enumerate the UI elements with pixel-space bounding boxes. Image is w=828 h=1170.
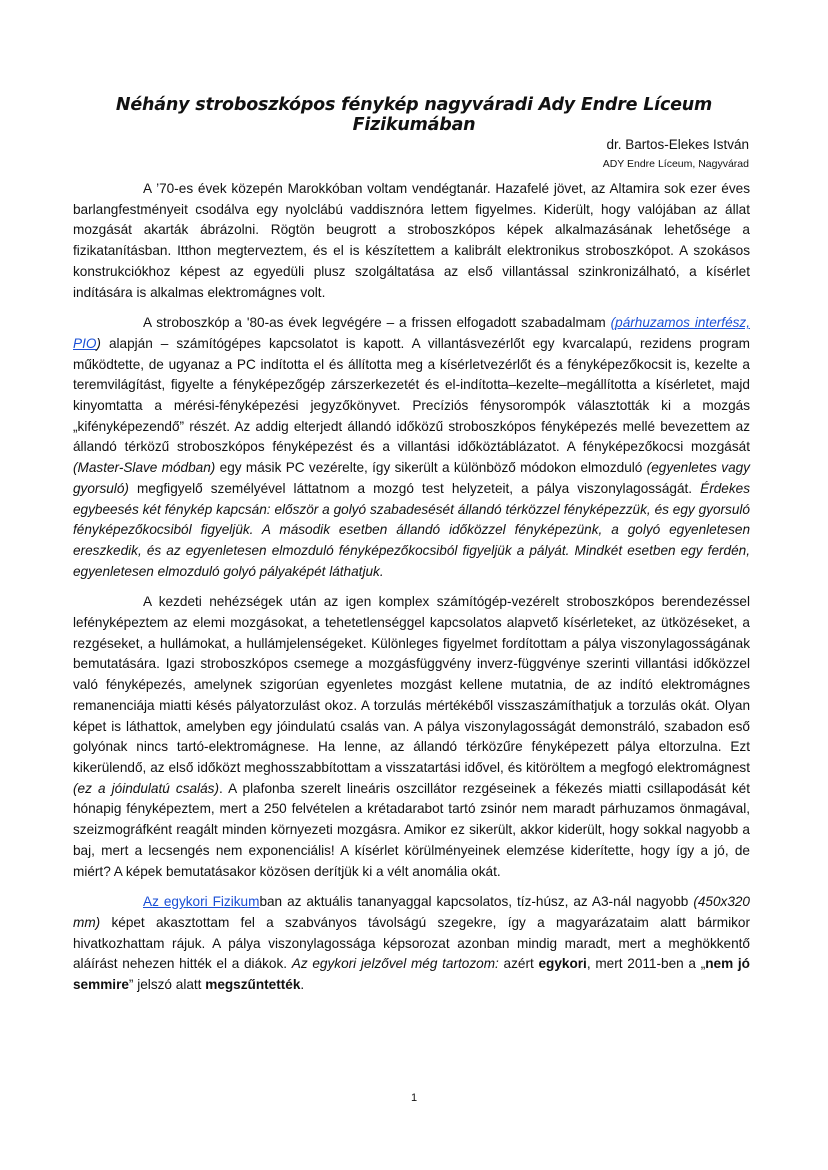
article-body xyxy=(73,179,750,996)
pio-link-close: ) xyxy=(96,335,101,351)
author-affiliation: ADY Endre Líceum, Nagyvárad xyxy=(602,158,749,170)
paragraph-3 xyxy=(73,592,750,882)
fizikum-link[interactable]: Az egykori Fizikum xyxy=(143,894,260,910)
paragraph-4-text: ” jelszó alatt xyxy=(128,977,206,993)
paragraph-4-text: azért xyxy=(498,956,539,972)
paragraph-3-italic: (ez a jóindulatú csalás) xyxy=(73,780,219,796)
paragraph-4-text: , mert 2011-ben a „ xyxy=(586,956,706,972)
paragraph-3-text: A kezdeti nehézségek után az igen komplex számítógép-vezérelt stroboszkópos berendezéssel lefényképeztem az elemi mozgásokat, a tehetetlenséggel kapcsolatos alapvető kísérleteket, az ütközéseket, a rezgéseket, a hullámokat, a hullámjelenségeket. Különleges figyelmet fordítottam a pálya viszonylagosságának bemutatására. Igazi stroboszkópos csemege a mozgásfüggvény inverz-függvénye szerinti villantási időközzel való fényképezés, amelynek szigorúan egyenletes mozgást kellene mutatnia, de az indító elektromágnes remanenciája miatti késés pályatorzulást okoz. A torzulás mértékéből visszaszámíthatjuk a torzulás okát. Olyan képet is láthattok, amelyben egy jóindulatú csalás van. A pálya viszonylagosságát demonstráló, szabadon eső golyónak nincs tartó-elektromágnese. Ha lenne, az állandó térközűre fényképezett pálya eltorzulna. Ezt kikerülendő, az első időközt meghosszabbítottam a visszatartási idővel, és kitöröltem a megfogó elektromágnest xyxy=(73,594,750,775)
paragraph-3-text: . A plafonba szerelt lineáris oszcillátor rezgéseinek a fékezés miatti csillapodását két hónapig fényképeztem, mert a 250 felvételen a krétadarabot tartó zsinór nem maradt párhuzamos önmagával, szeizmográfként reagált minden környezeti mozgásra. Amikor ez sikerült, akkor kiderült, hogy sokkal nagyobb a baj, mert a lecsengés nem exponenciális! A kísérlet körülményeinek elemzése kiderítette, hogy így a jó, de miért? A képek bemutatásakor közösen derítjük ki a vélt anomália okát. xyxy=(73,780,751,879)
paragraph-4-bold: megszűntették xyxy=(205,977,301,993)
pio-link-open[interactable]: ( xyxy=(610,315,616,331)
pio-link[interactable]: párhuzamos interfész, PIO xyxy=(73,315,750,351)
paragraph-1: A ’70-es évek közepén Marokkóban voltam vendégtanár. Hazafelé jövet, az Altamira sok ezer éves barlangfestményeit csodálva egy nyolclábú vaddisznóra lettem figyelmes. Kiderült, hogy valójában az állat mozgását akarták ábrázolni. Rögtön beugrott a stroboszkópos képek alkalmazásának lehetősége a fizikatanításban. Itthon megterveztem, és el is készítettem a kalibrált elektronikus stroboszkópot. A szokásos konstrukciókhoz képest az egyedüli plusz szolgáltatása az első villantással szinkronizálható, a kísérlet indítására is alkalmas elektromágnes volt. xyxy=(73,181,750,300)
paragraph-4-bold: nem jó semmire xyxy=(73,956,750,993)
paragraph-4-text: . xyxy=(300,977,305,993)
page-number: 1 xyxy=(410,1092,418,1104)
paragraph-4-italic: (450x320 mm) xyxy=(73,894,750,930)
paragraph-2-text: megfigyelő személyével láttatnom a mozgó test helyzeteit, a pálya viszonylagosságát. xyxy=(128,480,701,496)
paragraph-4-text: képet akasztottam fel a szabványos távolságú szegekre, így a magyarázataim alatt bármikor hivatkozhattam rájuk. A pálya viszonylagossága képsorozat azonban mindig maradt, mert a meghökkentő aláírást nehezen hitték el a diákok. xyxy=(73,914,750,972)
paragraph-4-bold: egykori xyxy=(538,956,587,972)
paragraph-2-text: egy másik PC vezérelte, így sikerült a különböző módokon elmozduló xyxy=(215,460,647,476)
paragraph-4 xyxy=(73,892,750,996)
paragraph-2-text: alapján – számítógépes kapcsolatot is kapott. A villantásvezérlőt egy kvarcalapú, rezidens program működtette, de ugyanaz a PC indította el és állította meg a kísérletvezérlőt és a fényképezőkocsit is, kezelte a teremvilágítást, figyelte a fényképezőgép zárszerkezetét és el-indította–kezelte–megállította a kísérletet, majd kinyomtatta a mérési-fényképezési jegyzőkönyvet. Precíziós fénysorompók választották ki a mozgás „kifényképezendő” részét. Az addig elterjedt állandó időközű stroboszkópos fényképezés mellé bevezettem az állandó térközű stroboszkópos fényképezést és a villantási időköztáblázatot. A fényképezőkocsi mozgását xyxy=(73,335,750,455)
paragraph-2-italic: (Master-Slave módban) xyxy=(73,460,216,476)
paragraph-2 xyxy=(73,313,750,582)
paragraph-2-italic: Érdekes egybeesés két fénykép kapcsán: először a golyó szabadesését állandó térközzel fényképezzük, és egy gyorsuló fényképezőkocsiból figyeljük. A második esetben állandó időközzel fényképezünk, a golyó egyenletesen ereszkedik, és az egyenletesen elmozduló fényképezőkocsiból figyeljük a pályát. Mindkét esetben egy ferdén, egyenletesen elmozduló golyó pályaképét láthatjuk. xyxy=(73,480,750,579)
paragraph-4-italic: Az egykori jelzővel még tartozom: xyxy=(291,956,499,972)
paragraph-2-italic: (egyenletes vagy gyorsuló) xyxy=(73,460,750,496)
page-title: Néhány stroboszkópos fénykép nagyváradi Ady Endre Líceum Fizikumában xyxy=(115,95,713,135)
paragraph-4-text: ban az aktuális tananyaggal kapcsolatos, tíz-húsz, az A3-nál nagyobb xyxy=(259,894,694,910)
paragraph-2-text: A stroboszkóp a '80-as évek legvégére – a frissen elfogadott szabadalmam xyxy=(143,315,611,331)
author-name: dr. Bartos-Elekes István xyxy=(606,137,749,152)
